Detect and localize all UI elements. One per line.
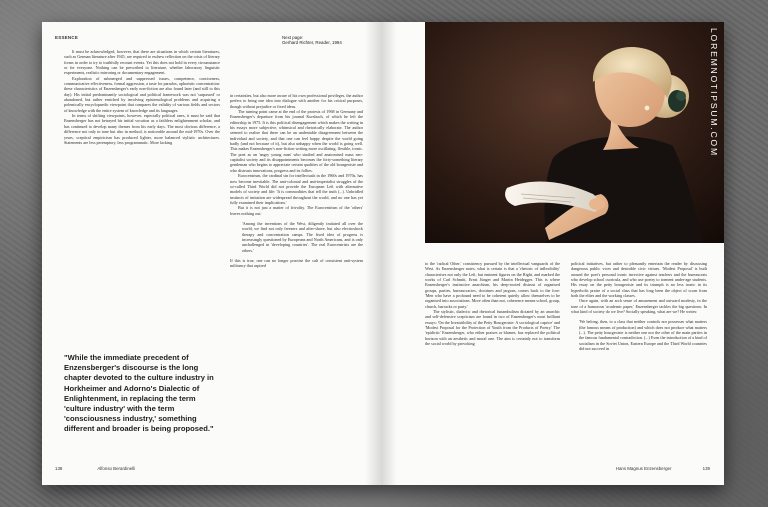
text-column-3 <box>425 261 560 347</box>
block-quote: 'We belong, then, to a class that neither controls nor possesses what matters (the famous means of production) and which does not produce what matters (...). The petty bourgeoisie is neither one nor the other of the main parties in the famous fundamental contradiction. (...) Even the introduction of a kind of socialism in the Soviet Union, Eastern Europe and the Third World countries did not succeed in <box>579 319 707 352</box>
reader-photograph <box>425 22 724 243</box>
paragraph: But it is not just a matter of frivolity. The Eurocentrism of the 'others' leaves nothing out: <box>230 205 363 216</box>
paragraph: in certainties, but also more aware of his own professional privileges, the author prefers to bring one idea into dialogue with another for his critical purposes, though without prejudice or fixed ideas. <box>230 93 363 109</box>
paragraph: The stylistic, dialectic and rhetorical funambulism dictated by an anarchic and self-defensive scepticism are found in two of Enzensberger's most brilliant essays: 'On the Irresistibility of the Petty Bourgeoisie: A sociological caprice' and 'Modest Proposal for the Protection of Youth from the Products of Poetry.' The 'epidictic' Enzensberger, who either praises or blames, has replaced the political horizon with an aesthetic and moral one. The aim is certainly not to transform the social world by provoking <box>425 309 560 347</box>
right-page <box>383 22 724 485</box>
paragraph: Eurocentrism, the cardinal sin for intellectuals in the 1960s and 1970s, has now become inevitable. The anti-colonial and anti-imperialist struggles of the so-called Third World did not provide the European Left with alternative models of society and life: 'It is commodities that tell the truth (...). Unbridled instincts of imitation are widespread throughout the world, and no one has yet fully examined their implications.' <box>230 173 363 205</box>
paragraph: The turning point came at the end of the protests of 1968 in Germany and Enzensberger's departure from his journal Kursbuch, of which he left the editorship in 1975. It is this political disengagement which makes the writing in his essays more subjective, whimsical and rhetorically elaborate. The author seemed to realise that there can be an undeniable disagreement between the individual and society, and that one can feel happy despite the world going badly (and not because of it), but also unhappy when the world is going well. This makes Enzensberger's non-fiction writing more oscillating, flexible, ironic. The poet as an 'angry young man' who studied and anatomised mass neo-capitalist society and its disappointments becomes the forty-something literary gentleman who begins to appreciate certain qualities of the old bourgeoisie and who distrusts innovations, progress and its follies. <box>230 109 363 173</box>
text-column-2 <box>230 93 363 269</box>
right-footer <box>586 466 710 471</box>
text-column-1 <box>64 49 220 145</box>
paragraph: In terms of shifting viewpoints, however, especially political ones, it must be said that Enzensberger has not betrayed his initial vocation as a faithless enlightenment scholar, and has continued to develop many themes from his early days. The most obvious difference, a difference not only in tone but also in method, is noticeable around the mid-1970s. Over the years, sceptical empiricism has produced lighter, more balanced stylistic architectures. Statements are less peremptory, less programmatic. More lacking <box>64 113 220 145</box>
next-page-credit: Gerhard Richter, Reader, 1994 <box>282 40 342 46</box>
paragraph: If this is true, one can no longer practise the cult of consistent anti-system militancy that aspired <box>230 257 363 269</box>
page-number: 138 <box>55 466 63 471</box>
reading-woman-image <box>425 22 724 243</box>
paragraph: Once again, with an arch sense of amusement and outward modesty, in the tone of a humorous 'academic paper,' Enzensberger tackles the big questions: In what kind of society do we live? Socially speaking, what are we? He writes: <box>571 298 707 315</box>
left-page <box>42 22 383 485</box>
watermark: LOREMNOTIPSUM.COM <box>709 28 719 157</box>
paragraph: to the 'radical Other,' consistency pursued by the intellectual vanguards of the West. As Enzensberger notes, what is certain is that a 'rhetoric of inflexibility' characterises not only the Left, but eminent figures on the Right, and marked the works of Carl Schmitt, Ernst Jünger and Martin Heidegger. This is where Enzensberger's instinctive anarchism, his deep-rooted distrust of organised groups, parties, bureaucracies, doctrines and jargons, comes back to the fore: 'Men who have a profound need to be coherent quietly allow themselves to be organised into associations. More often than not, coherence means school, group, church, barracks or party.' <box>425 261 560 309</box>
section-label: ESSENCE <box>55 35 79 40</box>
pull-quote: "While the immediate precedent of Enzensberger's discourse is the long chapter devoted to the culture industry in Horkheimer and Adorno's Dialectic of Enlightenment, in replacing the term 'culture industry' with the term 'consciousness industry,' something different and broader is being proposed." <box>64 353 214 434</box>
paragraph: political initiatives, but rather to pleasantly entertain the reader by discussing dangerous public vices and desirable civic virtues. 'Modest Proposal' is built around the poet's personal ironic invective against teachers and the bureaucrats who develop school curricula, and who use poetry to torment under-age students. His essay on the petty bourgeoisie and its triumph is no less ironic in its hyperbolic praise of a social class that has long been the object of scorn from both the elites and the working classes. <box>571 261 707 299</box>
paragraph: It must be acknowledged, however, that there are situations in which certain literatures, such as German literature after 1945, are required to eschew reflection on the crisis of literary forms in order to try to truthfully recount events. Yet this does not hold in every circumstance or for everyone. Nothing can be prescribed to literature, whether laboratory linguistic experiments, realistic mirroring or documentary engagement. <box>64 49 220 76</box>
paragraph: Exploration of submerged and suppressed issues, competence, conciseness, communicative effectiveness, formal aggression, a taste for paradox, aphoristic concentration: these characteristics of Enzensberger's early non-fiction are also found later (and still to this day). His initial predominantly sociological and political framework was not 'surpassed' or abandoned, but rather enriched by involving epistemological problems and acquiring a polemically encyclopaedic viewpoint that compares the validity of various fields and sectors of knowledge with the entire system of knowledge and its languages. <box>64 75 220 113</box>
text-column-4 <box>571 261 707 357</box>
next-page-caption <box>282 35 342 46</box>
page-number: 139 <box>702 466 710 471</box>
next-page-label: Next page: <box>282 35 304 40</box>
magazine-spread <box>42 22 724 485</box>
block-quote: 'Among the inventions of the West, diligently imitated all over the world, we find not only freezers and after-shave, but also electroshock therapy and concentration camps. The fixed idea of progress is increasingly questioned by Europeans and North Americans, and is only unchallenged in 'developing countries'. The real Eurocentrists are the others.' <box>242 220 363 253</box>
running-author: Alfonso Berardinelli <box>97 466 136 471</box>
running-title: Hans Magnus Enzensberger <box>615 466 672 471</box>
left-footer <box>55 466 169 471</box>
